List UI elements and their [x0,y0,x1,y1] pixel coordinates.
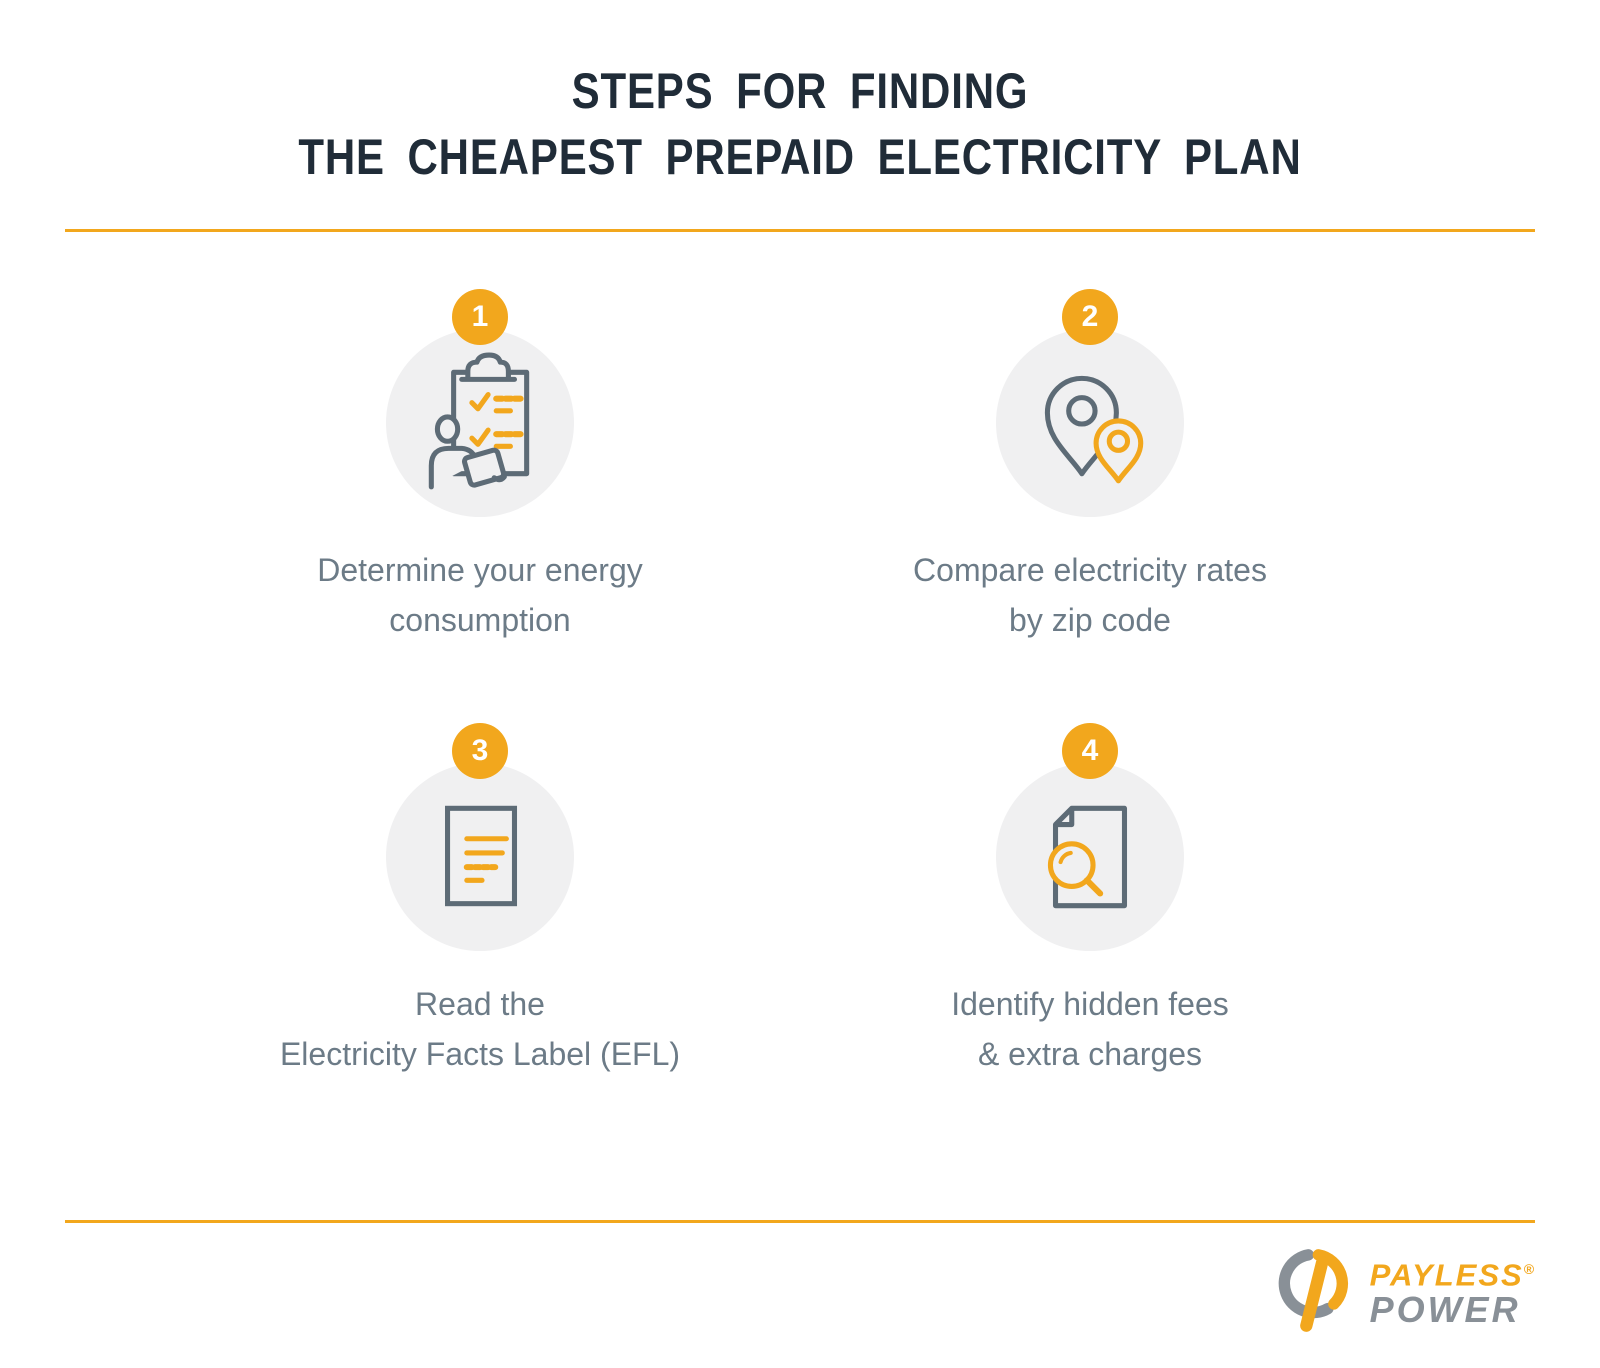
payless-power-logo-icon [1272,1243,1360,1338]
step-2-caption-line-2: by zip code [1009,602,1171,638]
payless-power-logo [1272,1243,1536,1338]
step-1-caption [317,545,642,645]
step-1-caption-line-2: consumption [389,602,571,638]
step-4-caption [951,979,1229,1079]
document-magnifier-icon [1019,786,1161,928]
page-title [0,58,1600,190]
step-4-number-badge: 4 [1062,723,1118,779]
step-1-icon-circle [386,329,574,517]
step-3-number-badge: 3 [452,723,508,779]
step-2-number-badge: 2 [1062,289,1118,345]
bottom-divider [65,1220,1535,1223]
step-1 [220,289,740,645]
step-3-caption-line-2: Electricity Facts Label (EFL) [279,1036,681,1072]
step-4-icon-circle [996,763,1184,951]
step-3-caption [280,979,680,1079]
step-2-caption [913,545,1267,645]
map-pins-icon [1019,352,1161,494]
step-2-caption-line-1: Compare electricity rates [913,552,1267,588]
logo-brand-top: PAYLESS® [1369,1257,1536,1293]
step-2 [830,289,1350,645]
step-2-icon-circle [996,329,1184,517]
checklist-person-icon [409,352,551,494]
step-3 [220,723,740,1079]
document-lines-icon [409,786,551,928]
payless-power-logo-text [1369,1253,1536,1331]
top-divider [65,229,1535,232]
step-1-caption-line-1: Determine your energy [317,552,643,588]
step-4-caption-line-1: Identify hidden fees [951,986,1229,1022]
step-3-icon-circle [386,763,574,951]
registered-mark: ® [1523,1260,1536,1277]
page-title-line-1: STEPS FOR FINDING [571,63,1029,119]
step-4 [830,723,1350,1079]
page-title-line-2: THE CHEAPEST PREPAID ELECTRICITY PLAN [298,129,1302,185]
step-4-caption-line-2: & extra charges [977,1036,1203,1072]
step-1-number-badge: 1 [452,289,508,345]
logo-brand-bottom: POWER [1369,1289,1521,1331]
step-3-caption-line-1: Read the [415,986,545,1022]
